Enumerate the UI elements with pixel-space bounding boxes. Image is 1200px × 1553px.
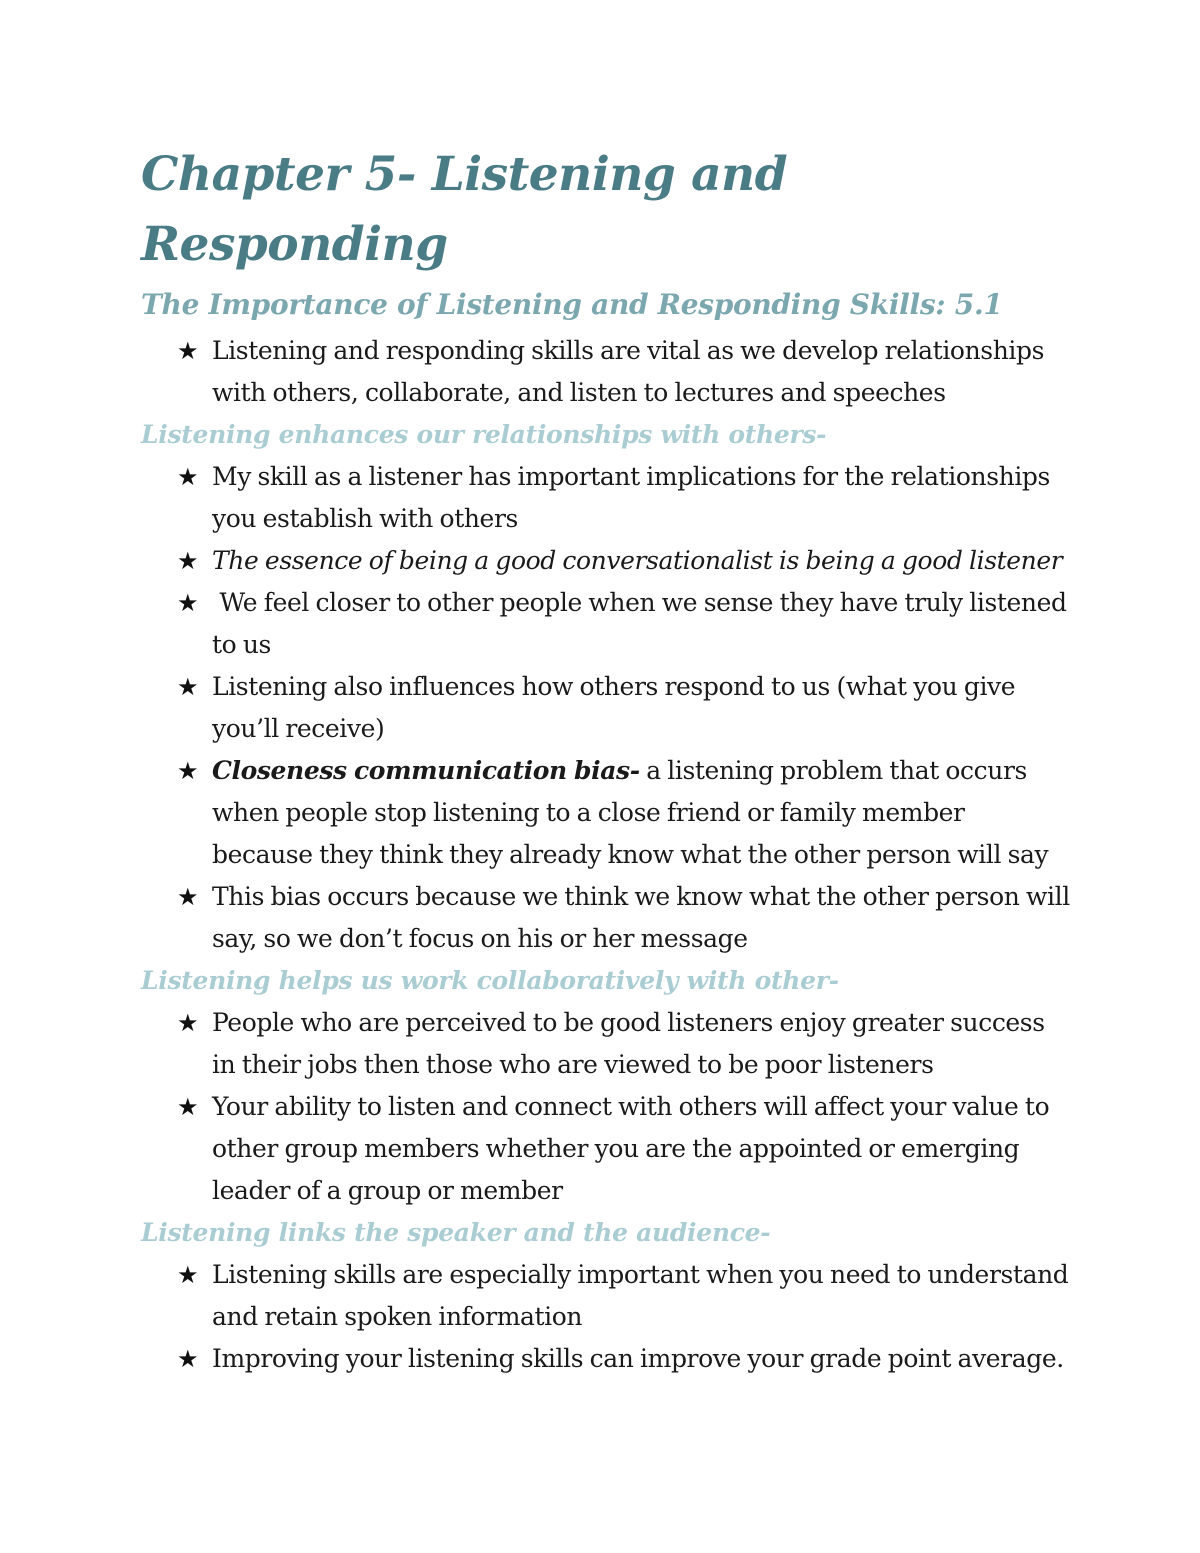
bullet-text: Your ability to listen and connect with others will affect your value to other group members whether you are the appointed or emerging leader of a group or member	[212, 1092, 1050, 1205]
bullet-text: Listening and responding skills are vital as we develop relationships with others, collaborate, and listen to lectures and speeches	[212, 336, 1045, 407]
star-bullet-icon: ★	[177, 547, 199, 575]
bullet-text: Listening also influences how others respond to us (what you give you’ll receive)	[212, 672, 1016, 743]
bullet-text: My skill as a listener has important implications for the relationships you establish with others	[212, 462, 1050, 533]
list-item	[141, 1254, 1071, 1338]
list-item	[141, 330, 1071, 414]
star-bullet-icon: ★	[177, 589, 199, 617]
star-bullet-icon: ★	[177, 883, 199, 911]
star-bullet-icon: ★	[177, 757, 199, 785]
star-bullet-icon: ★	[177, 1093, 199, 1121]
document-page	[141, 140, 1074, 1380]
star-bullet-icon: ★	[177, 1345, 199, 1373]
star-bullet-icon: ★	[177, 337, 199, 365]
bullet-text: Listening skills are especially important when you need to understand and retain spoken information	[212, 1260, 1069, 1331]
relationships-bullet-list	[141, 456, 1074, 960]
list-item	[141, 1086, 1071, 1212]
section-heading-speaker-audience: Listening links the speaker and the audience-	[141, 1218, 771, 1247]
bullet-text: Improving your listening skills can improve your grade point average.	[212, 1344, 1064, 1373]
speaker-audience-bullet-list	[141, 1254, 1071, 1380]
collaboration-bullet-list	[141, 1002, 1071, 1212]
section-heading-collaboration: Listening helps us work collaboratively with other-	[141, 966, 839, 995]
list-item	[141, 1338, 1071, 1380]
star-bullet-icon: ★	[177, 1261, 199, 1289]
definition-text: a listening problem that occurs when people stop listening to a close friend or family member because they think they already know what the other person will say	[212, 756, 1049, 869]
list-item	[141, 456, 1071, 540]
list-item	[141, 582, 1074, 666]
bullet-text: This bias occurs because we think we know what the other person will say, so we don’t focus on his or her message	[212, 882, 1070, 953]
section-subtitle: The Importance of Listening and Responding Skills: 5.1	[141, 288, 1003, 321]
bullet-text: People who are perceived to be good listeners enjoy greater success in their jobs then those who are viewed to be poor listeners	[212, 1008, 1045, 1079]
bullet-text-italic: The essence of being a good conversationalist is being a good listener	[212, 546, 1063, 575]
list-item	[141, 540, 1071, 582]
star-bullet-icon: ★	[177, 673, 199, 701]
list-item	[141, 750, 1071, 876]
list-item	[141, 1002, 1071, 1086]
intro-bullet-list	[141, 330, 1071, 414]
star-bullet-icon: ★	[177, 463, 199, 491]
list-item	[141, 876, 1071, 960]
star-bullet-icon: ★	[177, 1009, 199, 1037]
bullet-text: We feel closer to other people when we sense they have truly listened to us	[212, 588, 1074, 659]
section-heading-relationships: Listening enhances our relationships with others-	[141, 420, 827, 449]
definition-term: Closeness communication bias-	[212, 756, 640, 785]
list-item	[141, 666, 1071, 750]
chapter-title: Chapter 5- Listening and Responding	[141, 147, 788, 272]
